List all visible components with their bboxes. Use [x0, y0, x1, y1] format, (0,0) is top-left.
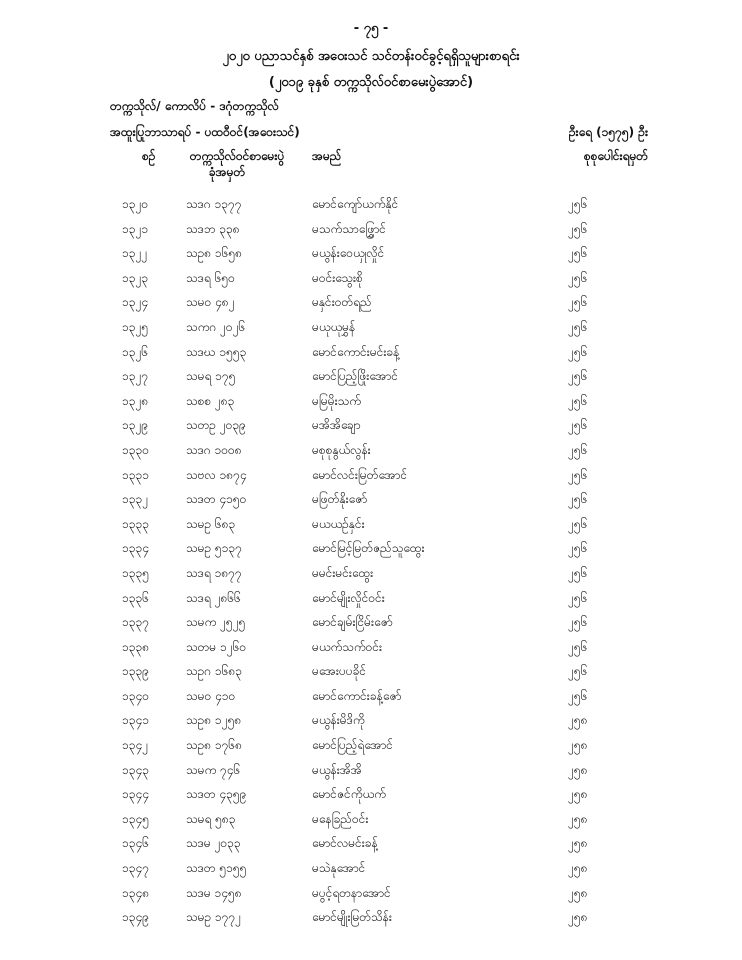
row-number: ၁၃၂၃ [122, 270, 149, 285]
table-row [0, 762, 742, 787]
total-mark: ၂၅၈ [568, 836, 588, 851]
student-name: မောင်ကောင်းမင်းခန့် [312, 344, 400, 359]
roll-number: သဒဃ ၁၅၅၃ [186, 344, 247, 359]
roll-number: သဒတ ၅၁၅၅ [186, 861, 247, 876]
roll-number: သဒတ ၄၃၅၉ [186, 787, 247, 802]
total-mark: ၂၅၈ [568, 787, 588, 802]
row-number: ၁၃၄၉ [122, 910, 149, 925]
total-mark: ၂၅၆ [568, 393, 588, 408]
table-row [0, 442, 742, 467]
total-mark: ၂၅၆ [568, 664, 588, 679]
row-number: ၁၃၃၀ [122, 442, 149, 457]
row-number: ၁၃၃၅ [122, 565, 149, 580]
table-row [0, 639, 742, 664]
student-name: မယွန်းအိအိ [312, 762, 362, 777]
table-row [0, 196, 742, 221]
table-row [0, 909, 742, 934]
total-mark: ၂၅၆ [568, 369, 588, 384]
row-number: ၁၃၄၈ [122, 885, 150, 900]
total-mark: ၂၅၈ [568, 713, 588, 728]
table-row [0, 516, 742, 541]
total-count-label: ဦးရေ (၁၅၇၅) ဦး [568, 125, 648, 139]
student-name: မယက်သက်ဝင်း [312, 639, 383, 654]
student-name: မသက်သာဖြွှောင် [312, 221, 386, 236]
total-mark: ၂၅၆ [568, 319, 588, 334]
row-number: ၁၃၂၉ [122, 418, 149, 433]
row-number: ၁၃၂၀ [122, 197, 149, 211]
roll-number: သမက ၇၄၆ [186, 762, 241, 777]
total-mark: ၂၅၆ [568, 492, 588, 507]
student-name: မယွန်းမိဒိကို [312, 713, 365, 728]
roll-number: သဥဂ ၁၆၈၃ [186, 664, 243, 679]
student-name: မောင်ကျော်ယက်နိုင် [312, 197, 399, 211]
table-row [0, 319, 742, 344]
student-name: မမြမိုးသက် [312, 393, 361, 408]
roll-number: သမရ ၅၈၃ [186, 811, 236, 826]
table-row [0, 417, 742, 442]
table-row [0, 737, 742, 762]
roll-number: သဥ၈ ၁၂၅၈ [186, 713, 242, 728]
row-number: ၁၃၃၇ [122, 615, 149, 630]
row-number: ၁၃၂၅ [122, 319, 149, 334]
table-row [0, 393, 742, 418]
student-name: မောင်မျိုးလှိုင်ဝင်း [312, 590, 385, 605]
total-mark: ၂၅၆ [568, 590, 588, 605]
table-row [0, 811, 742, 836]
row-number: ၁၃၃၁ [122, 467, 149, 482]
student-name: မောင်မျိုးမြတ်သိန်း [312, 910, 392, 925]
roll-number: သမ၀ ၄၁၀ [186, 688, 236, 703]
student-name: မဖြတ်နိုးဇော် [312, 492, 368, 507]
total-mark: ၂၅၆ [568, 197, 588, 211]
row-number: ၁၃၂၇ [122, 369, 149, 384]
total-mark: ၂၅၆ [568, 516, 588, 531]
row-number: ၁၃၄၄ [122, 787, 149, 802]
roll-number: သဒတ ၄၁၅၀ [186, 492, 247, 507]
roll-number: သဒဂ ၁၀၀၈ [186, 442, 242, 457]
student-name: မောင်မြင့်မြတ်ဇည်သူထွေး [312, 541, 425, 556]
student-name: မယွန်းဝေယှုလှိုင် [312, 246, 385, 261]
total-mark: ၂၅၆ [568, 295, 588, 310]
total-mark: ၂၅၆ [568, 541, 588, 556]
student-name: မနေခြည်ဝင်း [312, 811, 369, 826]
roll-number: သဒမ ၂၀၃၃ [186, 836, 241, 851]
row-number: ၁၃၄၀ [122, 688, 149, 703]
row-number: ၁၃၄၆ [122, 836, 149, 851]
table-row [0, 467, 742, 492]
column-header-name: အမည် [312, 149, 342, 163]
roll-number: သတဥ ၂၀၃၉ [186, 418, 246, 433]
roll-number: သဒဘ ၃၃၈ [186, 221, 240, 236]
roll-number: သဒဂ ၁၃၇၇ [186, 197, 242, 211]
table-row [0, 491, 742, 516]
total-mark: ၂၅၈ [568, 762, 588, 777]
row-number: ၁၃၃၆ [122, 590, 149, 605]
university-label: တက္ကသိုလ်/ ကောလိပ် - ဒဂုံတက္ကသိုလ် [110, 99, 279, 113]
total-mark: ၂၅၈ [568, 885, 588, 900]
table-row [0, 540, 742, 565]
total-mark: ၂၅၆ [568, 615, 588, 630]
roll-number: သတမ ၁၂၆၀ [186, 639, 247, 654]
row-number: ၁၃၂၂ [122, 246, 148, 261]
student-name: မောင်ကောင်းခန့်ဇော် [312, 688, 402, 703]
table-row [0, 221, 742, 246]
roll-number: သစစ ၂၈၃ [186, 393, 235, 408]
table-row [0, 294, 742, 319]
student-name: မအိအိချော [312, 418, 361, 433]
document-subtitle: (၂၀၁၉ ခုနှစ် တက္ကသိုလ်ဝင်စာမေးပွဲအောင်) [268, 75, 474, 90]
student-name: မောင်ပြည့်ဖြိုးအောင် [312, 369, 398, 384]
document-title: ၂၀၂၀ ပညာသင်နှစ် အဝေးသင် သင်တန်းဝင်ခွင့်ရရှိသူများစာရင်း [222, 49, 520, 64]
roll-number: သဥ၈ ၁၆၅၈ [186, 246, 243, 261]
table-row [0, 590, 742, 615]
total-mark: ၂၅၈ [568, 738, 588, 753]
results-table [0, 196, 742, 934]
student-name: မောင်ဇင်ကိုယက် [312, 787, 386, 802]
page-number: - ၇၅ - [353, 21, 389, 36]
roll-number: သမရ ၁၇၅ [186, 369, 236, 384]
student-name: မောင်လမင်းခန့် [312, 836, 378, 851]
table-row [0, 835, 742, 860]
row-number: ၁၃၂၈ [122, 393, 149, 408]
roll-number: သဗလ ၁၈၇၄ [186, 467, 247, 482]
student-name: မဝင်းသွေးစို [312, 270, 363, 285]
roll-number: သမ၀ ၄၈၂ [186, 295, 235, 310]
row-number: ၁၃၃၃ [122, 516, 149, 531]
total-mark: ၂၅၆ [568, 467, 588, 482]
table-row [0, 885, 742, 910]
roll-number: သဒရ ၁၈၇၇ [186, 565, 242, 580]
student-name: မသဲနုအောင် [312, 861, 366, 876]
roll-number: သမက ၂၅၂၅ [186, 615, 246, 630]
table-row [0, 688, 742, 713]
total-mark: ၂၅၆ [568, 344, 588, 359]
total-mark: ၂၅၆ [568, 246, 588, 261]
student-name: မစုစုနွယ်လွန်း [312, 442, 371, 457]
row-number: ၁၃၃၉ [122, 664, 149, 679]
roll-number: သမဥ ၅၁၃၇ [186, 541, 242, 556]
student-name: မယယဉ်နှင်း [312, 516, 365, 531]
table-row [0, 368, 742, 393]
student-name: မမင်းမင်းထွေး [312, 565, 374, 580]
column-header-roll-sub: ခုံအမှတ် [208, 165, 246, 179]
total-mark: ၂၅၆ [568, 221, 588, 236]
total-mark: ၂၅၆ [568, 565, 588, 580]
student-name: မောင်လင်းမြတ်အောင် [312, 467, 408, 482]
total-mark: ၂၅၆ [568, 418, 588, 433]
table-row [0, 786, 742, 811]
total-mark: ၂၅၆ [568, 270, 588, 285]
row-number: ၁၃၂၆ [122, 344, 149, 359]
table-row [0, 860, 742, 885]
roll-number: သကဂ ၂၀၂၆ [186, 319, 246, 334]
total-mark: ၂၅၆ [568, 688, 588, 703]
table-row [0, 712, 742, 737]
row-number: ၁၃၃၂ [122, 492, 149, 507]
roll-number: သဒရ ၆၅၀ [186, 270, 235, 285]
student-name: မောင်ပြည့်ရဲအောင် [312, 738, 393, 753]
roll-number: သမဥ ၁၇၇၂ [186, 910, 242, 925]
row-number: ၁၃၄၂ [122, 738, 149, 753]
row-number: ၁၃၄၅ [122, 811, 149, 826]
student-name: မောင်ချမ်းငြိမ်းဇော် [312, 615, 393, 630]
total-mark: ၂၅၆ [568, 639, 588, 654]
row-number: ၁၃၂၄ [122, 295, 149, 310]
roll-number: သဒမ ၁၄၅၈ [186, 885, 242, 900]
column-header-mark: စုစုပေါင်းရမှတ် [583, 149, 648, 163]
student-name: မအေးပပခိုင် [312, 664, 367, 679]
student-name: မပွင့်ရတနာအောင် [312, 885, 391, 900]
column-header-roll: တက္ကသိုလ်ဝင်စာမေးပွဲ [189, 149, 285, 163]
total-mark: ၂၅၈ [568, 910, 588, 925]
roll-number: သဥ၈ ၁၇၆၈ [186, 738, 243, 753]
student-name: မယုယုမွှန် [312, 319, 356, 334]
table-row [0, 245, 742, 270]
roll-number: သမဥ ၆၈၃ [186, 516, 236, 531]
row-number: ၁၃၃၈ [122, 639, 150, 654]
roll-number: သဒရ ၂၈၆၆ [186, 590, 241, 605]
table-row [0, 614, 742, 639]
row-number: ၁၃၄၁ [122, 713, 149, 728]
row-number: ၁၃၂၁ [122, 221, 149, 236]
student-name: မနှင်းဝတ်ရည် [312, 295, 372, 310]
table-row [0, 565, 742, 590]
table-row [0, 270, 742, 295]
total-mark: ၂၅၈ [568, 811, 588, 826]
major-subject-label: အထူးပြုဘာသာရပ် - ပထဝီဝင်(အဝေးသင်) [110, 125, 300, 139]
table-row [0, 663, 742, 688]
row-number: ၁၃၄၃ [122, 762, 149, 777]
table-row [0, 344, 742, 369]
total-mark: ၂၅၈ [568, 861, 588, 876]
row-number: ၁၃၃၄ [122, 541, 149, 556]
total-mark: ၂၅၆ [568, 442, 588, 457]
column-header-no: စဉ် [142, 149, 156, 163]
row-number: ၁၃၄၇ [122, 861, 149, 876]
